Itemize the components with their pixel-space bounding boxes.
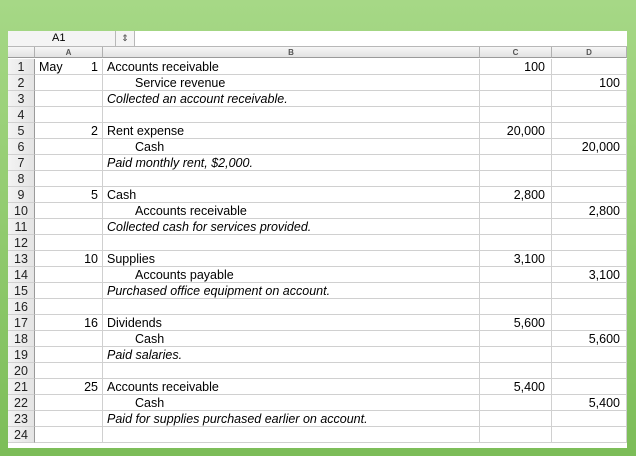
table-row bbox=[8, 315, 627, 331]
table-row bbox=[8, 155, 627, 171]
table-row bbox=[8, 395, 627, 411]
cell-account[interactable]: Paid monthly rent, $2,000. bbox=[103, 155, 480, 171]
cell-credit[interactable] bbox=[552, 251, 627, 267]
cell-debit[interactable]: 5,600 bbox=[480, 315, 552, 331]
table-row bbox=[8, 251, 627, 267]
cell-debit[interactable] bbox=[480, 75, 552, 91]
cell-date[interactable] bbox=[35, 219, 103, 235]
cell-account[interactable]: Supplies bbox=[103, 251, 480, 267]
cell-account[interactable] bbox=[103, 427, 480, 443]
cell-debit[interactable] bbox=[480, 107, 552, 123]
cell-date[interactable] bbox=[35, 107, 103, 123]
cell-account[interactable]: Paid for supplies purchased earlier on account. bbox=[103, 411, 480, 427]
cell-date[interactable] bbox=[35, 139, 103, 155]
name-box[interactable]: A1 bbox=[8, 31, 116, 46]
cell-credit[interactable]: 5,600 bbox=[552, 331, 627, 347]
table-row bbox=[8, 219, 627, 235]
cell-date[interactable] bbox=[35, 171, 103, 187]
formula-bar bbox=[8, 31, 627, 47]
row-header[interactable]: 8 bbox=[8, 171, 35, 187]
cell-debit[interactable] bbox=[480, 91, 552, 107]
cell-day: 5 bbox=[91, 188, 98, 202]
column-header-c[interactable]: C bbox=[480, 47, 552, 58]
cell-account[interactable] bbox=[103, 171, 480, 187]
cell-debit[interactable] bbox=[480, 139, 552, 155]
row-header[interactable]: 12 bbox=[8, 235, 35, 251]
cell-debit[interactable] bbox=[480, 155, 552, 171]
cell-debit[interactable] bbox=[480, 219, 552, 235]
cell-debit[interactable] bbox=[480, 171, 552, 187]
cell-credit[interactable] bbox=[552, 171, 627, 187]
cell-day: 1 bbox=[91, 60, 98, 74]
row-header[interactable]: 18 bbox=[8, 331, 35, 347]
cell-credit[interactable]: 2,800 bbox=[552, 203, 627, 219]
row-header[interactable]: 9 bbox=[8, 187, 35, 203]
row-header[interactable]: 10 bbox=[8, 203, 35, 219]
table-row bbox=[8, 107, 627, 123]
cell-credit[interactable]: 3,100 bbox=[552, 267, 627, 283]
row-header[interactable]: 4 bbox=[8, 107, 35, 123]
cell-account[interactable]: Accounts receivable bbox=[103, 203, 480, 219]
cell-date[interactable] bbox=[35, 283, 103, 299]
cell-debit[interactable] bbox=[480, 267, 552, 283]
table-row bbox=[8, 283, 627, 299]
cell-date[interactable] bbox=[35, 235, 103, 251]
cell-day: 10 bbox=[84, 252, 98, 266]
row-header[interactable]: 7 bbox=[8, 155, 35, 171]
cell-credit[interactable] bbox=[552, 155, 627, 171]
cell-credit[interactable]: 5,400 bbox=[552, 395, 627, 411]
row-header[interactable]: 13 bbox=[8, 251, 35, 267]
table-row bbox=[8, 187, 627, 203]
row-header[interactable]: 24 bbox=[8, 427, 35, 443]
cell-debit[interactable]: 5,400 bbox=[480, 379, 552, 395]
formula-input[interactable] bbox=[134, 31, 627, 46]
table-row bbox=[8, 427, 627, 443]
cell-account[interactable]: Accounts receivable bbox=[103, 379, 480, 395]
cell-credit[interactable] bbox=[552, 299, 627, 315]
cell-credit[interactable] bbox=[552, 379, 627, 395]
cell-account[interactable]: Paid salaries. bbox=[103, 347, 480, 363]
cell-credit[interactable] bbox=[552, 315, 627, 331]
row-header[interactable]: 15 bbox=[8, 283, 35, 299]
cell-account[interactable]: Dividends bbox=[103, 315, 480, 331]
table-row bbox=[8, 139, 627, 155]
cell-credit[interactable] bbox=[552, 123, 627, 139]
cell-account[interactable] bbox=[103, 363, 480, 379]
cell-credit[interactable]: 100 bbox=[552, 75, 627, 91]
cell-debit[interactable] bbox=[480, 427, 552, 443]
cell-date[interactable] bbox=[35, 155, 103, 171]
cell-credit[interactable]: 20,000 bbox=[552, 139, 627, 155]
table-row bbox=[8, 171, 627, 187]
cell-account[interactable]: Cash bbox=[103, 139, 480, 155]
cell-account[interactable] bbox=[103, 107, 480, 123]
cell-date[interactable] bbox=[35, 91, 103, 107]
cell-account[interactable]: Cash bbox=[103, 331, 480, 347]
cell-date[interactable] bbox=[35, 395, 103, 411]
cell-date[interactable] bbox=[35, 203, 103, 219]
cell-debit[interactable]: 20,000 bbox=[480, 123, 552, 139]
cell-account[interactable] bbox=[103, 299, 480, 315]
cell-date[interactable] bbox=[35, 379, 103, 395]
cell-credit[interactable] bbox=[552, 219, 627, 235]
table-row bbox=[8, 363, 627, 379]
cell-date[interactable] bbox=[35, 299, 103, 315]
row-header[interactable]: 11 bbox=[8, 219, 35, 235]
row-header[interactable]: 5 bbox=[8, 123, 35, 139]
table-row bbox=[8, 235, 627, 251]
cell-day: 16 bbox=[84, 316, 98, 330]
table-row bbox=[8, 411, 627, 427]
table-row bbox=[8, 123, 627, 139]
cell-date[interactable] bbox=[35, 315, 103, 331]
table-row bbox=[8, 203, 627, 219]
cell-debit[interactable] bbox=[480, 395, 552, 411]
table-row bbox=[8, 299, 627, 315]
cell-credit[interactable] bbox=[552, 283, 627, 299]
cell-date[interactable] bbox=[35, 331, 103, 347]
cell-credit[interactable] bbox=[552, 187, 627, 203]
cell-account[interactable]: Purchased office equipment on account. bbox=[103, 283, 480, 299]
cell-date[interactable] bbox=[35, 267, 103, 283]
cell-date[interactable] bbox=[35, 427, 103, 443]
cell-credit[interactable] bbox=[552, 235, 627, 251]
cell-credit[interactable] bbox=[552, 59, 627, 75]
cell-account[interactable]: Service revenue bbox=[103, 75, 480, 91]
cell-debit[interactable] bbox=[480, 283, 552, 299]
table-row bbox=[8, 347, 627, 363]
cell-day: 25 bbox=[84, 380, 98, 394]
cell-account[interactable]: Accounts payable bbox=[103, 267, 480, 283]
table-row bbox=[8, 267, 627, 283]
row-header[interactable]: 17 bbox=[8, 315, 35, 331]
cell-debit[interactable] bbox=[480, 331, 552, 347]
cell-debit[interactable]: 2,800 bbox=[480, 187, 552, 203]
cell-account[interactable]: Rent expense bbox=[103, 123, 480, 139]
row-header[interactable]: 21 bbox=[8, 379, 35, 395]
cell-date[interactable] bbox=[35, 59, 103, 75]
cell-date[interactable] bbox=[35, 347, 103, 363]
cell-account[interactable]: Collected an account receivable. bbox=[103, 91, 480, 107]
select-all-corner[interactable] bbox=[8, 47, 35, 58]
cell-debit[interactable]: 100 bbox=[480, 59, 552, 75]
cell-credit[interactable] bbox=[552, 427, 627, 443]
row-header[interactable]: 16 bbox=[8, 299, 35, 315]
cell-debit[interactable] bbox=[480, 347, 552, 363]
spreadsheet bbox=[8, 31, 627, 448]
cell-account[interactable]: Collected cash for services provided. bbox=[103, 219, 480, 235]
row-header[interactable]: 22 bbox=[8, 395, 35, 411]
cell-date[interactable] bbox=[35, 411, 103, 427]
cell-date[interactable] bbox=[35, 123, 103, 139]
row-header[interactable]: 20 bbox=[8, 363, 35, 379]
row-header[interactable]: 6 bbox=[8, 139, 35, 155]
row-header[interactable]: 3 bbox=[8, 91, 35, 107]
cell-account[interactable]: Cash bbox=[103, 395, 480, 411]
table-row bbox=[8, 59, 627, 75]
row-header[interactable]: 1 bbox=[8, 59, 35, 75]
cell-month: May bbox=[39, 60, 63, 74]
cell-date[interactable] bbox=[35, 363, 103, 379]
cell-credit[interactable] bbox=[552, 363, 627, 379]
column-header-b[interactable]: B bbox=[103, 47, 480, 58]
table-row bbox=[8, 75, 627, 91]
cell-date[interactable] bbox=[35, 251, 103, 267]
cell-credit[interactable] bbox=[552, 107, 627, 123]
cell-account[interactable]: Accounts receivable bbox=[103, 59, 480, 75]
column-header-a[interactable]: A bbox=[35, 47, 103, 58]
cell-date[interactable] bbox=[35, 187, 103, 203]
cell-account[interactable]: Cash bbox=[103, 187, 480, 203]
table-row bbox=[8, 379, 627, 395]
row-header[interactable]: 19 bbox=[8, 347, 35, 363]
cell-debit[interactable] bbox=[480, 411, 552, 427]
cell-credit[interactable] bbox=[552, 91, 627, 107]
cell-debit[interactable] bbox=[480, 299, 552, 315]
row-header[interactable]: 2 bbox=[8, 75, 35, 91]
cell-day: 2 bbox=[91, 124, 98, 138]
table-row bbox=[8, 91, 627, 107]
cell-debit[interactable] bbox=[480, 363, 552, 379]
cell-credit[interactable] bbox=[552, 411, 627, 427]
cell-credit[interactable] bbox=[552, 347, 627, 363]
cell-debit[interactable] bbox=[480, 203, 552, 219]
cell-debit[interactable] bbox=[480, 235, 552, 251]
cell-date[interactable] bbox=[35, 75, 103, 91]
column-header-d[interactable]: D bbox=[552, 47, 627, 58]
table-row bbox=[8, 331, 627, 347]
name-box-stepper-icon[interactable]: ⇕ bbox=[121, 33, 129, 43]
cell-debit[interactable]: 3,100 bbox=[480, 251, 552, 267]
row-header[interactable]: 23 bbox=[8, 411, 35, 427]
cell-account[interactable] bbox=[103, 235, 480, 251]
row-header[interactable]: 14 bbox=[8, 267, 35, 283]
